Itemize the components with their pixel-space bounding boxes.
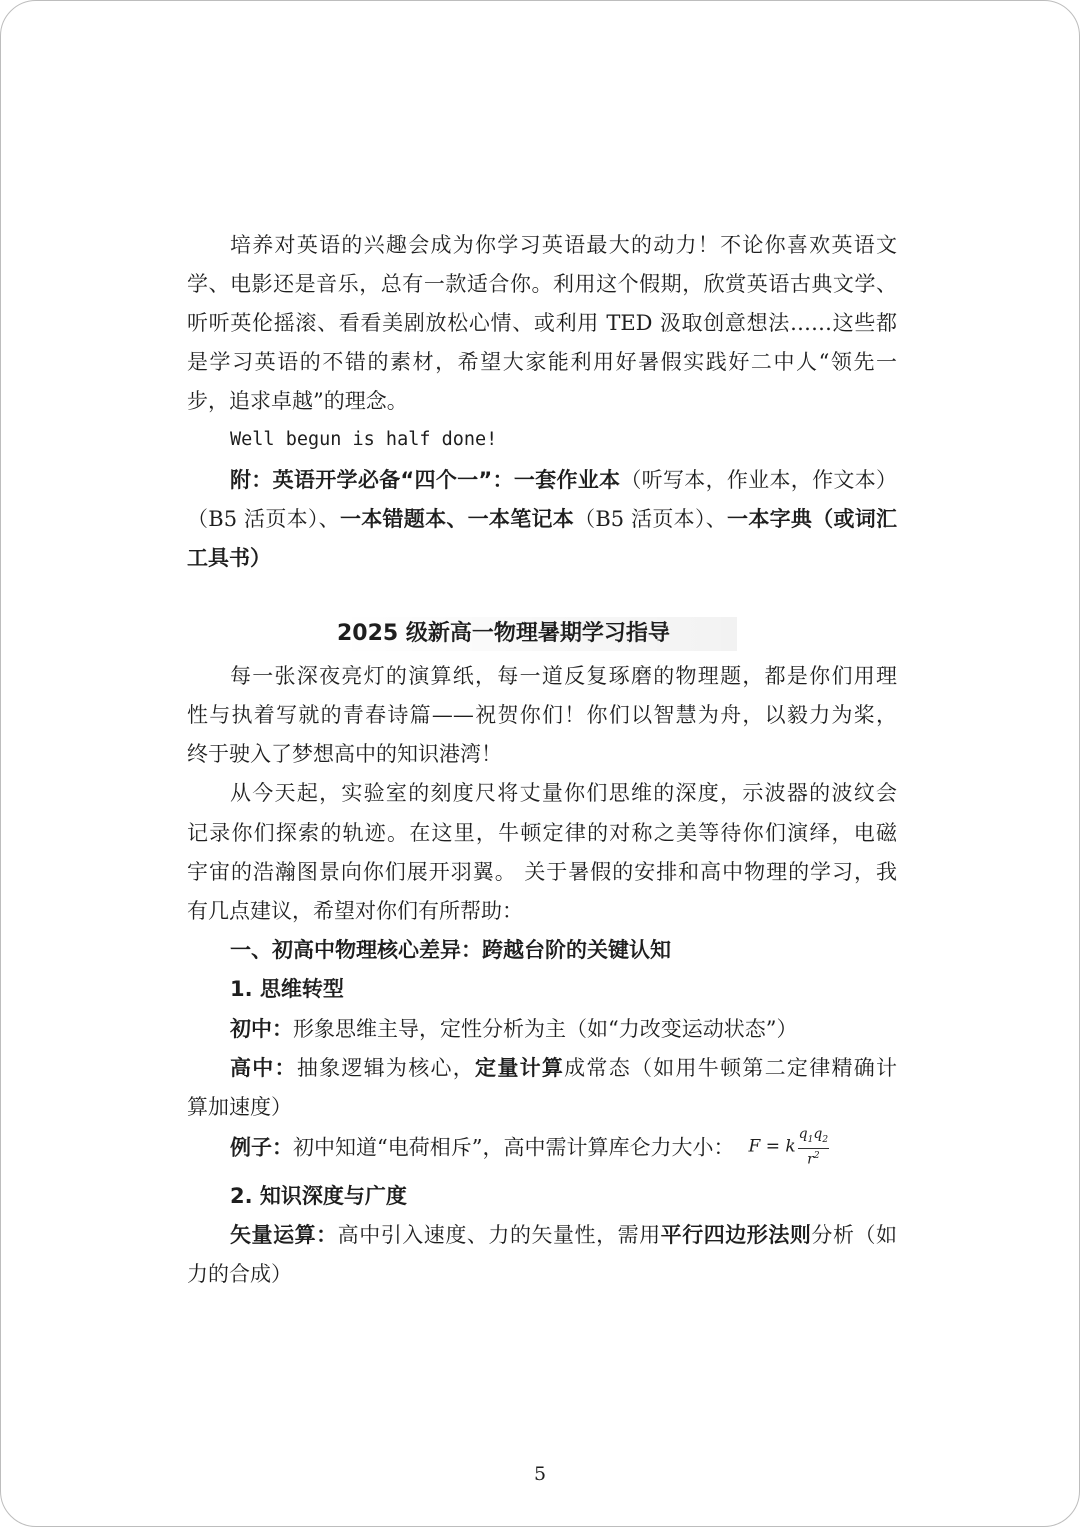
appendix-normal-text: （听写本，作业本，作文本）: [620, 468, 897, 492]
vector-bold-text: 平行四边形法则: [660, 1223, 812, 1247]
appendix-bold-text: 一本错题本、一本笔记本: [339, 507, 575, 531]
vector-label: 矢量运算：: [230, 1223, 338, 1247]
physics-subheading-depth: 2. 知识深度与广度: [230, 1184, 407, 1208]
senior-text: 抽象逻辑为核心，: [296, 1056, 476, 1080]
english-paragraph-line-1: 培养对英语的兴趣会成为你学习英语最大的动力！不论你喜欢英语文: [230, 233, 897, 257]
physics-heading-core-differences: 一、初高中物理核心差异：跨越台阶的关键认知: [230, 938, 671, 962]
physics-example-line: [230, 1126, 940, 1169]
english-appendix-line-2: [187, 502, 897, 536]
english-appendix-line-3: 工具书）: [187, 546, 271, 570]
senior-bold-text: 定量计算: [475, 1056, 565, 1080]
physics-vector-line-2: 力的合成）: [187, 1262, 292, 1286]
coulomb-formula: F = k $\frac{q_1q_2}{r^2}$: [748, 1126, 829, 1168]
physics-section-title: 2025 级新高一物理暑期学习指导: [337, 617, 737, 651]
appendix-bold-text: 附：英语开学必备“四个一”：一套作业本: [230, 468, 621, 492]
junior-label: 初中：: [230, 1017, 293, 1041]
english-motto: Well begun is half done!: [230, 429, 498, 450]
appendix-bold-text: 一本字典（或词汇: [727, 507, 898, 531]
physics-vector-line-1: [230, 1218, 897, 1252]
physics-junior-line: [230, 1012, 940, 1046]
physics-paragraph-2-line-3: 宇宙的浩瀚图景向你们展开羽翼。 关于暑假的安排和高中物理的学习，我: [187, 860, 897, 884]
physics-senior-line-2: 算加速度）: [187, 1095, 292, 1119]
english-paragraph-line-2: 学、电影还是音乐，总有一款适合你。利用这个假期，欣赏英语古典文学、: [187, 272, 897, 296]
physics-paragraph-2-line-4: 有几点建议，希望对你们有所帮助：: [187, 899, 523, 923]
vector-text: 高中引入速度、力的矢量性，需用: [337, 1223, 661, 1247]
example-label: 例子：: [230, 1135, 293, 1160]
physics-paragraph-1-line-3: 终于驶入了梦想高中的知识港湾！: [187, 742, 502, 766]
physics-paragraph-1-line-2: 性与执着写就的青春诗篇——祝贺你们！你们以智慧为舟，以毅力为桨，: [187, 703, 897, 727]
junior-text: 形象思维主导，定性分析为主（如“力改变运动状态”）: [293, 1017, 798, 1041]
english-paragraph-line-3: 听听英伦摇滚、看看美剧放松心情、或利用 TED 汲取创意想法……这些都: [187, 311, 897, 335]
english-paragraph-line-4: 是学习英语的不错的素材，希望大家能利用好暑假实践好二中人“领先一: [187, 350, 897, 374]
physics-senior-line-1: [230, 1051, 897, 1085]
english-appendix-line-1: [230, 463, 897, 497]
physics-paragraph-1-line-1: 每一张深夜亮灯的演算纸，每一道反复琢磨的物理题，都是你们用理: [230, 664, 897, 688]
senior-label: 高中：: [230, 1056, 297, 1080]
page-number: 5: [533, 1463, 547, 1485]
appendix-normal-text: （B5 活页本）、: [574, 507, 728, 531]
appendix-normal-text: （B5 活页本）、: [187, 507, 340, 531]
physics-paragraph-2-line-1: 从今天起，实验室的刻度尺将丈量你们思维的深度，示波器的波纹会: [230, 781, 897, 805]
example-text: 初中知道“电荷相斥”，高中需计算库仑力大小：: [293, 1135, 735, 1160]
senior-text: 成常态（如用牛顿第二定律精确计: [564, 1056, 898, 1080]
vector-text: 分析（如: [811, 1223, 898, 1247]
physics-paragraph-2-line-2: 记录你们探索的轨迹。在这里，牛顿定律的对称之美等待你们演绎，电磁: [187, 821, 897, 845]
english-paragraph-line-5: 步，追求卓越”的理念。: [187, 389, 408, 413]
physics-subheading-thinking: 1. 思维转型: [230, 977, 344, 1001]
